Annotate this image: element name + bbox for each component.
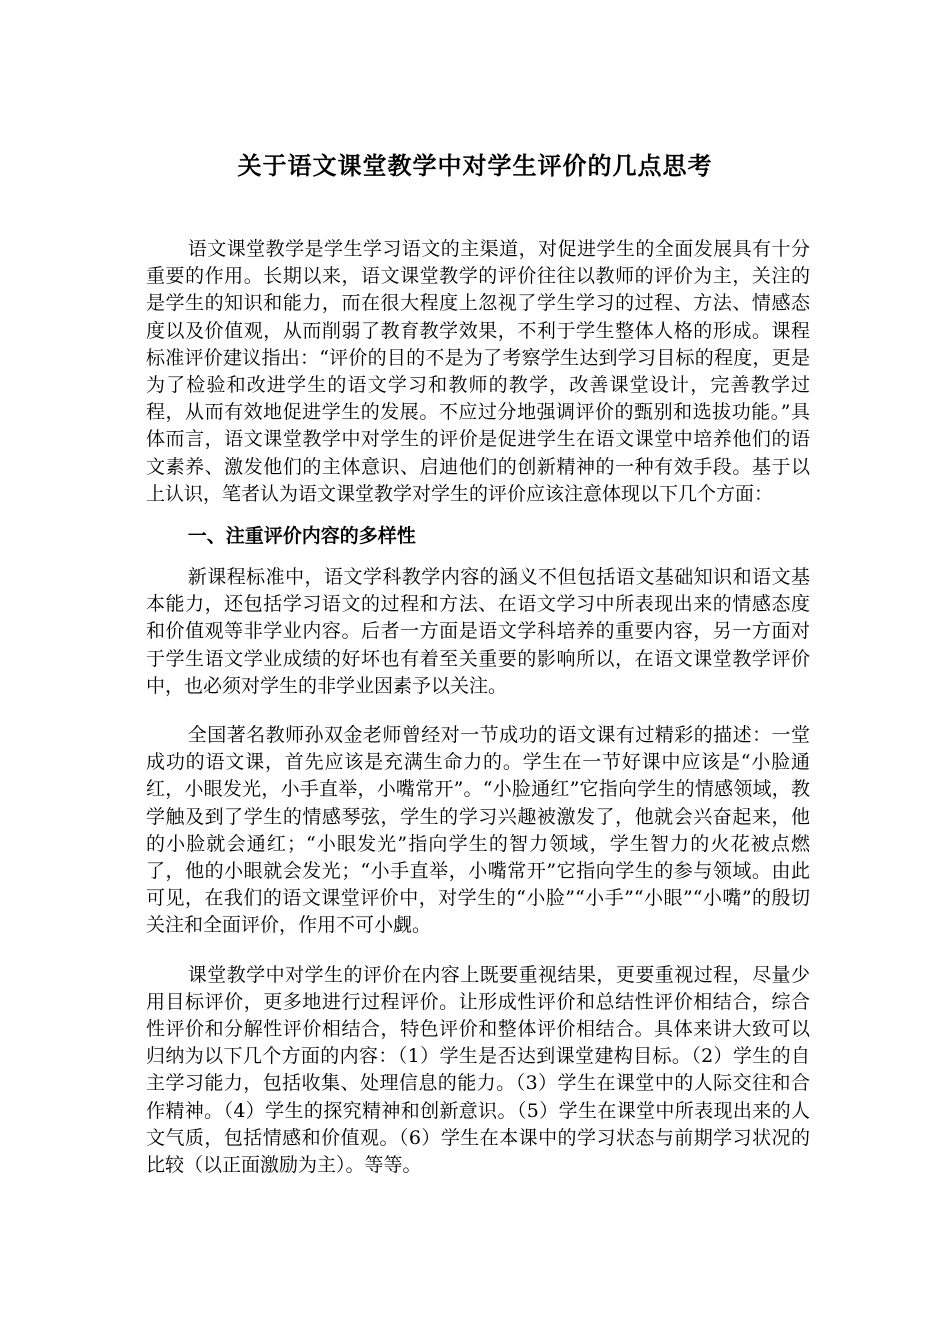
- section-heading: 一、注重评价内容的多样性: [187, 525, 416, 548]
- section-paragraph-3: 课堂教学中对学生的评价在内容上既要重视结果，更要重视过程，尽量少用目标评价，更多地进行过程评价。让形成性评价和总结性评价相结合，综合性评价和分解性评价相结合，特色评价和整体评价相结合。具体来讲大致可以归纳为以下几个方面的内容：（1）学生是否达到课堂建构目标。（2）学生的自主学习能力，包括收集、处理信息的能力。（3）学生在课堂中的人际交往和合作精神。（4）学生的探究精神和创新意识。（5）学生在课堂中所表现出来的人文气质，包括情感和价值观。（6）学生在本课中的学习状态与前期学习状况的比较（以正面激励为主）。等等。: [146, 963, 810, 1177]
- section-paragraph-1: 新课程标准中，语文学科教学内容的涵义不但包括语文基础知识和语文基本能力，还包括学习语文的过程和方法、在语文学习中所表现出来的情感态度和价值观等非学业内容。后者一方面是语文学科培养的重要内容，另一方面对于学生语文学业成绩的好坏也有着至关重要的影响所以，在语文课堂教学评价中，也必须对学生的非学业因素予以关注。: [146, 566, 810, 697]
- section-paragraph-2: 全国著名教师孙双金老师曾经对一节成功的语文课有过精彩的描述：一堂成功的语文课，首先应该是充满生命力的。学生在一节好课中应该是“小脸通红，小眼发光，小手直举，小嘴常开”。“小脸通红”它指向学生的情感领域，教学触及到了学生的情感琴弦，学生的学习兴趣被激发了，他就会兴奋起来，他的小脸就会通红；“小眼发光”指向学生的智力领域，学生智力的火花被点燃了，他的小眼就会发光；“小手直举，小嘴常开”它指向学生的参与领域。由此可见，在我们的语文课堂评价中，对学生的“小脸”“小手”“小眼”“小嘴”的殷切关注和全面评价，作用不可小觑。: [146, 724, 810, 937]
- intro-paragraph: 语文课堂教学是学生学习语文的主渠道，对促进学生的全面发展具有十分重要的作用。长期以来，语文课堂教学的评价往往以教师的评价为主，关注的是学生的知识和能力，而在很大程度上忽视了学生学习的过程、方法、情感态度以及价值观，从而削弱了教育教学效果，不利于学生整体人格的形成。课程标准评价建议指出：“评价的目的不是为了考察学生达到学习目标的程度，更是为了检验和改进学生的语文学习和教师的教学，改善课堂设计，完善教学过程，从而有效地促进学生的发展。不应过分地强调评价的甄别和选拔功能。”具体而言，语文课堂教学中对学生的评价是促进学生在语文课堂中培养他们的语文素养、激发他们的主体意识、启迪他们的创新精神的一种有效手段。基于以上认识，笔者认为语文课堂教学对学生的评价应该注意体现以下几个方面：: [146, 238, 810, 505]
- document-body: [146, 236, 810, 1179]
- document-title: 关于语文课堂教学中对学生评价的几点思考: [237, 151, 713, 181]
